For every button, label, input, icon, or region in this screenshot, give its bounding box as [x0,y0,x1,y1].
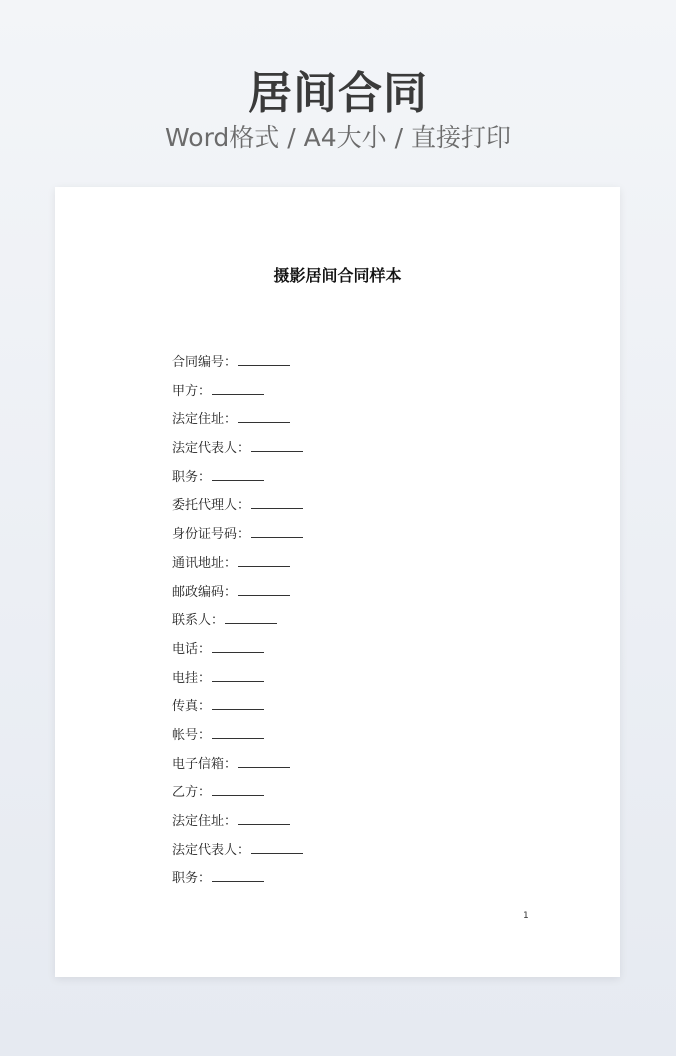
form-field [172,668,303,697]
form-field [172,381,303,410]
field-blank-line[interactable] [238,352,290,366]
field-blank-line[interactable] [212,782,264,796]
field-blank-line[interactable] [251,524,303,538]
document-page [55,187,620,977]
field-label: 帐号： [172,727,212,743]
form-field [172,352,303,381]
field-label: 通讯地址： [172,555,238,571]
field-blank-line[interactable] [212,668,264,682]
form-field [172,868,303,897]
field-blank-line[interactable] [212,639,264,653]
field-list [172,352,303,897]
field-blank-line[interactable] [238,409,290,423]
field-blank-line[interactable] [251,840,303,854]
field-label: 法定代表人： [172,842,251,858]
field-blank-line[interactable] [238,553,290,567]
field-label: 合同编号： [172,355,238,370]
field-label: 电挂： [172,670,212,686]
field-label: 身份证号码： [172,527,251,543]
form-field [172,725,303,754]
page-number: 1 [523,911,529,921]
document-title: 摄影居间合同样本 [273,266,402,285]
field-blank-line[interactable] [238,754,290,768]
form-field [172,639,303,668]
form-field [172,840,303,869]
field-blank-line[interactable] [238,582,290,596]
field-label: 法定住址： [172,814,238,829]
form-field [172,495,303,524]
field-label: 法定代表人： [172,441,251,457]
banner-title: 居间合同 [248,68,428,119]
form-field [172,782,303,811]
field-label: 联系人： [172,613,225,629]
form-field [172,696,303,725]
form-field [172,524,303,553]
field-label: 邮政编码： [172,584,238,600]
banner-subtitle: Word格式 / A4大小 / 直接打印 [165,123,511,152]
field-label: 甲方： [172,383,212,399]
field-blank-line[interactable] [251,438,303,452]
field-label: 委托代理人： [172,498,251,514]
form-field [172,754,303,783]
field-blank-line[interactable] [212,868,264,882]
field-label: 法定住址： [172,412,238,428]
field-blank-line[interactable] [238,811,290,825]
field-blank-line[interactable] [212,467,264,481]
form-field [172,409,303,438]
field-label: 传真： [172,699,212,715]
field-blank-line[interactable] [251,495,303,509]
field-blank-line[interactable] [212,696,264,710]
field-label: 电话： [172,641,212,657]
form-field [172,467,303,496]
field-label: 电子信箱： [172,756,238,772]
form-field [172,610,303,639]
field-blank-line[interactable] [212,725,264,739]
field-label: 乙方： [172,785,212,801]
field-blank-line[interactable] [225,610,277,624]
form-field [172,553,303,582]
field-label: 职务： [172,469,212,485]
field-blank-line[interactable] [212,381,264,395]
form-field [172,582,303,611]
form-field [172,438,303,467]
field-label: 职务： [172,871,212,887]
form-field [172,811,303,840]
